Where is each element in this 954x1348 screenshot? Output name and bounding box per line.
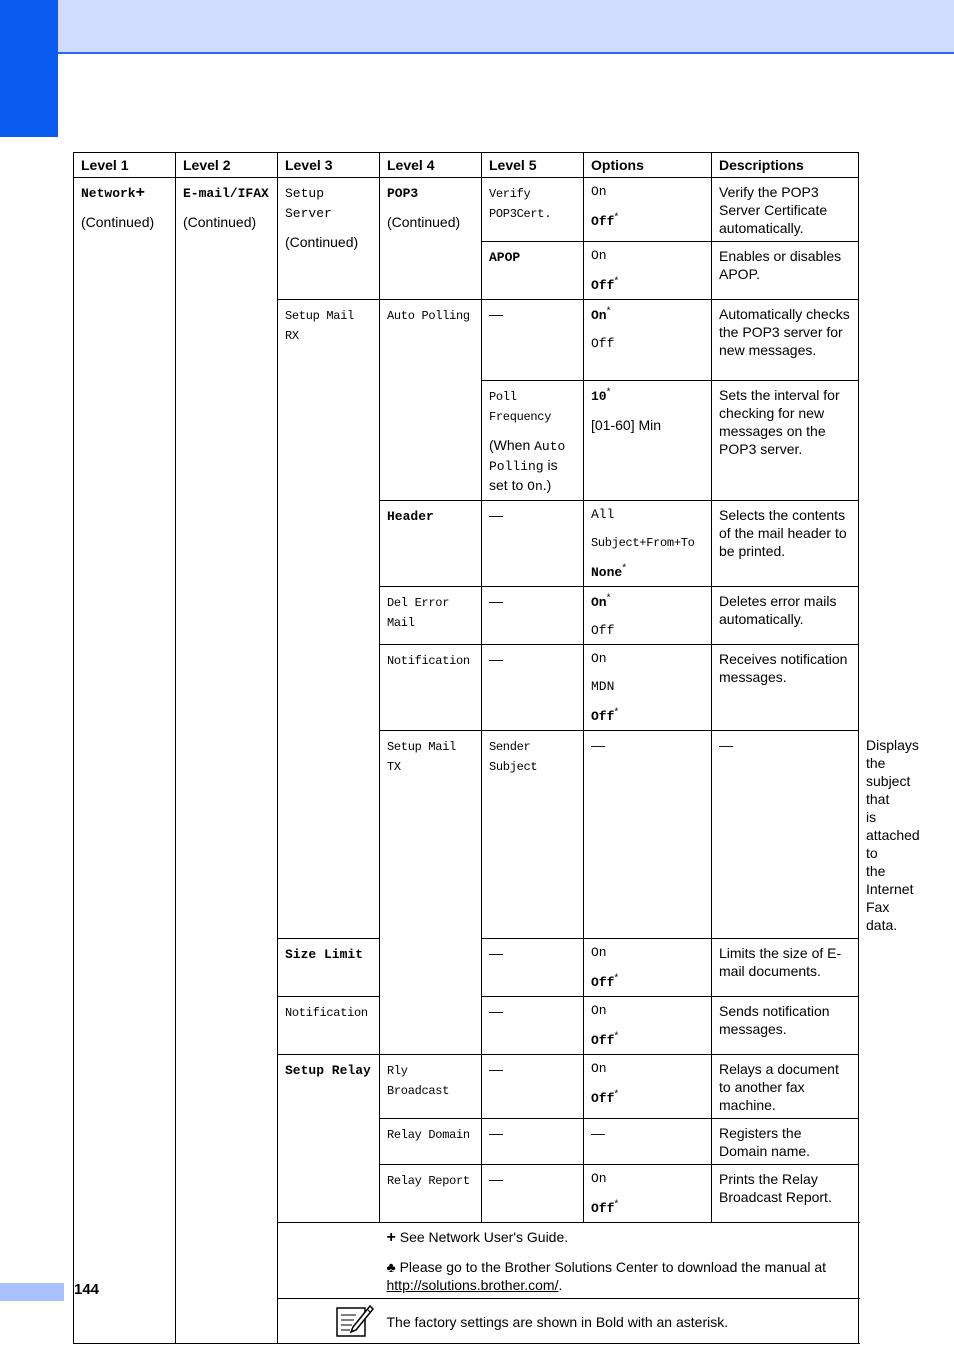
description-cell: Limits the size of E-mail documents. bbox=[712, 939, 859, 997]
level5-cell: — bbox=[482, 1165, 584, 1223]
asterisk: * bbox=[614, 706, 619, 718]
col-header: Options bbox=[584, 153, 712, 178]
options-cell bbox=[584, 645, 712, 731]
level4-name: Sender Subject bbox=[489, 740, 538, 774]
option: On bbox=[591, 945, 607, 960]
option-default: Off bbox=[591, 1201, 615, 1216]
options-cell bbox=[584, 1055, 712, 1119]
col-header: Descriptions bbox=[712, 153, 859, 178]
level4-cell bbox=[380, 300, 482, 501]
description-cell: Selects the contents of the mail header to be printed. bbox=[712, 501, 859, 587]
footnote-club: ♣ Please go to the Brother Solutions Center to download the manual at http://solutions.brother.com/. bbox=[386, 1259, 827, 1293]
option-default: On bbox=[591, 595, 607, 610]
level4-cell bbox=[278, 997, 380, 1055]
level5-cell: — bbox=[482, 645, 584, 731]
level3-name: Setup Mail RX bbox=[285, 309, 355, 343]
level5-name: APOP bbox=[489, 250, 521, 265]
options-cell bbox=[584, 381, 712, 501]
header-row bbox=[74, 153, 859, 178]
level4-cell bbox=[380, 1055, 482, 1119]
option: Subject+From+To bbox=[591, 536, 695, 550]
option: [01-60] Min bbox=[591, 417, 662, 433]
description-cell: Sets the interval for checking for new messages on the POP3 server. bbox=[712, 381, 859, 501]
footnote-plus: + See Network User's Guide. bbox=[386, 1229, 569, 1246]
description-cell: Deletes error mails automatically. bbox=[712, 587, 859, 645]
page-number: 144 bbox=[74, 1281, 100, 1298]
level4-cell bbox=[380, 645, 482, 731]
level3-name: Setup Server bbox=[285, 186, 332, 221]
asterisk: * bbox=[614, 972, 619, 984]
level3-cell bbox=[278, 178, 380, 300]
option: On bbox=[591, 184, 607, 199]
col-header: Level 4 bbox=[380, 153, 482, 178]
level5-cell: — bbox=[482, 939, 584, 997]
description-cell: Relays a document to another fax machine. bbox=[712, 1055, 859, 1119]
level5-cell: — bbox=[482, 300, 584, 381]
level5-cell: — bbox=[482, 1119, 584, 1165]
col-header: Level 2 bbox=[176, 153, 278, 178]
level5-cell bbox=[482, 381, 584, 501]
option: On bbox=[591, 651, 607, 666]
option: MDN bbox=[591, 679, 615, 694]
option-default: 10 bbox=[591, 389, 607, 404]
level4-cell bbox=[482, 731, 584, 939]
level4-continued: (Continued) bbox=[387, 214, 461, 230]
options-cell bbox=[584, 178, 712, 242]
option-default: None bbox=[591, 565, 623, 580]
chapter-tab bbox=[0, 0, 58, 137]
level5-cell bbox=[482, 178, 584, 242]
solutions-link[interactable]: http://solutions.brother.com/ bbox=[386, 1277, 559, 1293]
option: Off bbox=[591, 336, 615, 351]
level5-cell: — bbox=[482, 1055, 584, 1119]
level4-name: POP3 bbox=[387, 186, 419, 201]
level3-name: Setup Mail TX bbox=[387, 740, 457, 774]
level1-continued: (Continued) bbox=[81, 214, 155, 230]
options-cell bbox=[584, 300, 712, 381]
level3-continued: (Continued) bbox=[285, 234, 359, 250]
level5-cell: — bbox=[482, 997, 584, 1055]
level4-name: Size Limit bbox=[285, 947, 364, 962]
description-cell: Registers the Domain name. bbox=[712, 1119, 859, 1165]
option-default: Off bbox=[591, 278, 615, 293]
note-pencil-icon bbox=[334, 1303, 374, 1339]
option-default: Off bbox=[591, 1033, 615, 1048]
options-cell bbox=[584, 1165, 712, 1223]
level4-cell bbox=[380, 1119, 482, 1165]
level1-cell bbox=[74, 178, 176, 1344]
option: On bbox=[591, 1061, 607, 1076]
note-text: The factory settings are shown in Bold with an asterisk. bbox=[380, 1299, 859, 1344]
level4-name: Relay Domain bbox=[387, 1128, 470, 1142]
options-cell bbox=[584, 242, 712, 300]
level5-name: Verify POP3Cert. bbox=[489, 187, 552, 221]
level4-name: Notification bbox=[285, 1006, 368, 1020]
asterisk: * bbox=[614, 211, 619, 223]
asterisk: * bbox=[614, 1198, 619, 1210]
level4-name: Header bbox=[387, 509, 434, 524]
asterisk: * bbox=[622, 562, 627, 574]
option: On bbox=[591, 1003, 607, 1018]
options-cell bbox=[584, 997, 712, 1055]
level4-name: Relay Report bbox=[387, 1174, 470, 1188]
level5-cell: — bbox=[482, 501, 584, 587]
level5-cell: — bbox=[482, 587, 584, 645]
description-cell: Automatically checks the POP3 server for new messages. bbox=[712, 300, 859, 381]
level5-cell: — bbox=[584, 731, 712, 939]
options-cell bbox=[584, 501, 712, 587]
level1-name: Network bbox=[81, 186, 136, 201]
asterisk: * bbox=[606, 386, 611, 398]
menu-table bbox=[73, 152, 920, 1344]
level3-name: Setup Relay bbox=[285, 1063, 371, 1078]
asterisk: * bbox=[606, 592, 611, 604]
table-row: Setup Mail TX Sender Subject — — Displays the subject that is attached to the Internet Fax data. bbox=[74, 731, 859, 939]
level4-name: Notification bbox=[387, 654, 470, 668]
option: On bbox=[591, 1171, 607, 1186]
header-band bbox=[58, 0, 954, 54]
asterisk: * bbox=[606, 305, 611, 317]
level3-cell bbox=[278, 300, 380, 939]
level4-cell bbox=[380, 587, 482, 645]
level2-continued: (Continued) bbox=[183, 214, 257, 230]
description-cell: Verify the POP3 Server Certificate automatically. bbox=[712, 178, 859, 242]
level2-name: E-mail/IFAX bbox=[183, 186, 269, 201]
option-default: Off bbox=[591, 214, 615, 229]
level5-cell bbox=[482, 242, 584, 300]
option-default: On bbox=[591, 308, 607, 323]
page-number-bar bbox=[0, 1283, 64, 1301]
options-cell bbox=[584, 939, 712, 997]
level4-name: Auto Polling bbox=[387, 309, 470, 323]
level3-cell bbox=[380, 731, 482, 1055]
option-default: Off bbox=[591, 975, 615, 990]
plus-mark: + bbox=[135, 184, 145, 201]
options-cell bbox=[584, 587, 712, 645]
description-cell: Prints the Relay Broadcast Report. bbox=[712, 1165, 859, 1223]
description-cell: Enables or disables APOP. bbox=[712, 242, 859, 300]
col-header: Level 5 bbox=[482, 153, 584, 178]
description-cell: Sends notification messages. bbox=[712, 997, 859, 1055]
level4-name: Rly Broadcast bbox=[387, 1064, 450, 1098]
option: All bbox=[591, 507, 615, 522]
option-default: Off bbox=[591, 709, 615, 724]
asterisk: * bbox=[614, 1088, 619, 1100]
level4-cell bbox=[380, 178, 482, 300]
level4-cell bbox=[278, 939, 380, 997]
level3-cell bbox=[278, 1055, 380, 1223]
option: On bbox=[591, 248, 607, 263]
level5-note: (When Auto Polling is set to On.) bbox=[489, 437, 566, 494]
col-header: Level 3 bbox=[278, 153, 380, 178]
col-header: Level 1 bbox=[74, 153, 176, 178]
level4-cell bbox=[380, 1165, 482, 1223]
asterisk: * bbox=[614, 275, 619, 287]
table-row bbox=[74, 178, 859, 242]
level5-name: Poll Frequency bbox=[489, 390, 552, 424]
level4-cell bbox=[380, 501, 482, 587]
asterisk: * bbox=[614, 1030, 619, 1042]
description-cell: Receives notification messages. bbox=[712, 645, 859, 731]
options-cell: — bbox=[584, 1119, 712, 1165]
level4-name: Del Error Mail bbox=[387, 596, 450, 630]
option: Off bbox=[591, 623, 615, 638]
option-default: Off bbox=[591, 1091, 615, 1106]
options-cell: — bbox=[712, 731, 859, 939]
level2-cell bbox=[176, 178, 278, 1344]
